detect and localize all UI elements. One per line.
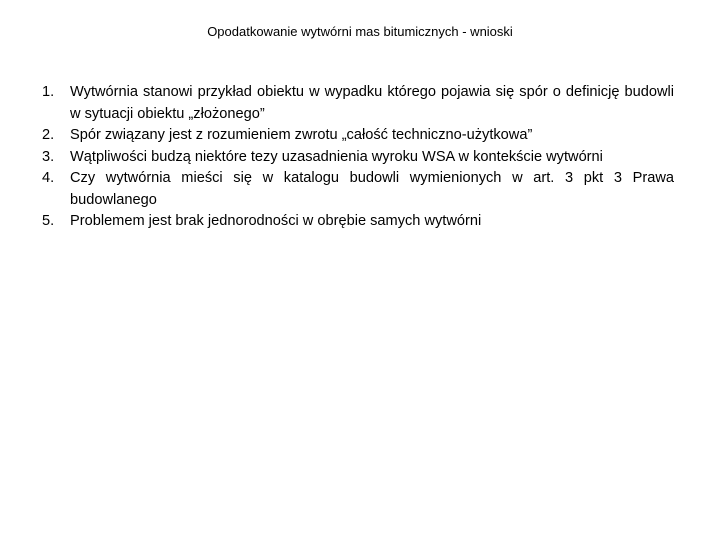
list-item-text: Wytwórnia stanowi przykład obiektu w wypadku którego pojawia się spór o definicję budowli w sytuacji obiektu „złożonego”	[70, 84, 674, 122]
list-item-number: 2.	[42, 127, 55, 143]
list-item	[42, 82, 674, 125]
list-item-number: 3.	[42, 148, 55, 165]
list-item-text: Spór związany jest z rozumieniem zwrotu „całość techniczno-użytkowa”	[70, 127, 533, 143]
list-item-number: 5.	[42, 213, 55, 229]
list-item	[42, 168, 674, 211]
list-item-number: 4.	[42, 170, 55, 186]
list-item-text: Wątpliwości budzą niektóre tezy uzasadnienia wyroku WSA w kontekście wytwórni	[70, 148, 603, 165]
list-item	[42, 211, 674, 233]
list-item-text: Problemem jest brak jednorodności w obrębie samych wytwórni	[70, 213, 482, 229]
conclusions-list	[42, 82, 674, 233]
list-item	[42, 147, 674, 169]
list-item-text: Czy wytwórnia mieści się w katalogu budowli wymienionych w art. 3 pkt 3 Prawa budowlanego	[70, 170, 674, 208]
list-item	[42, 125, 674, 147]
list-item-number: 1.	[42, 84, 55, 100]
slide-title: Opodatkowanie wytwórni mas bitumicznych - wnioski	[207, 24, 513, 39]
